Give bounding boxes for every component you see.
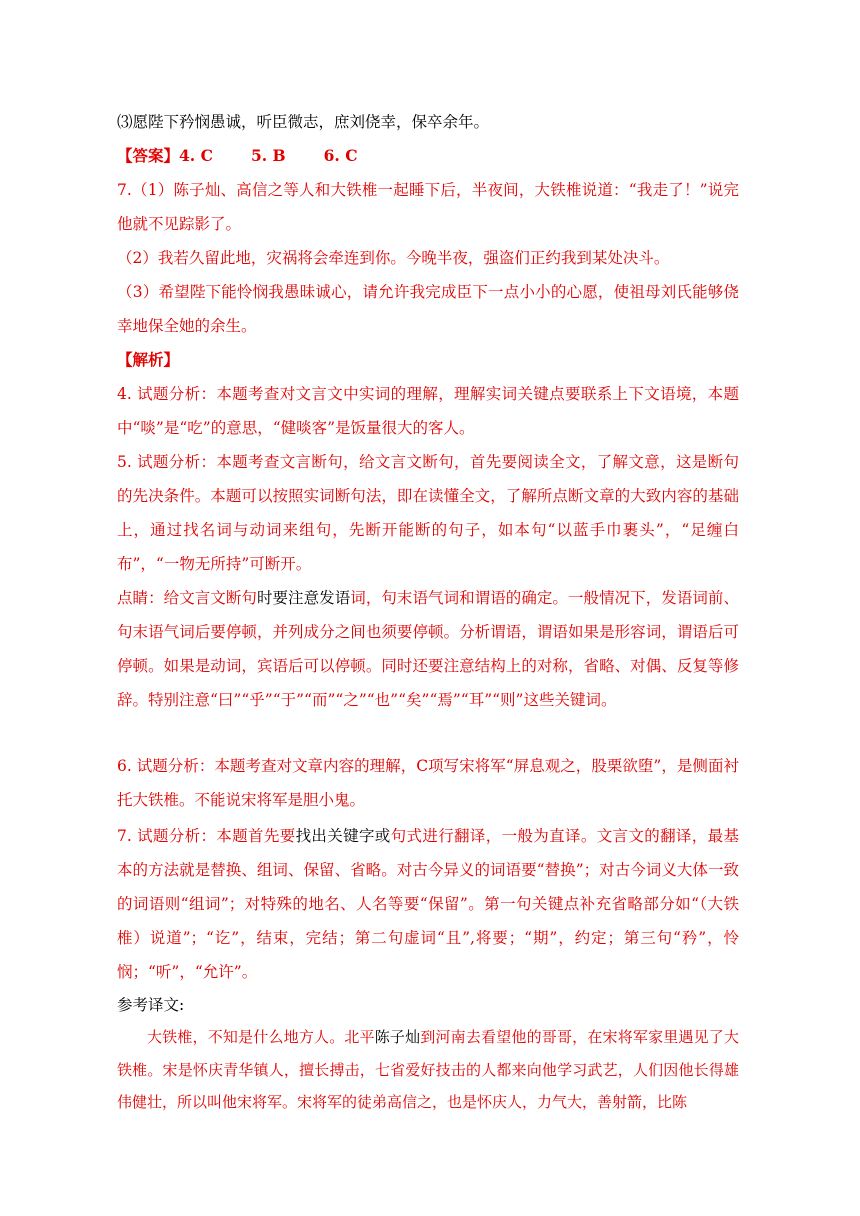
tip-prefix: 点睛：给文言文断句 xyxy=(117,589,257,607)
reference-translation-label: 参考译文: xyxy=(117,996,185,1014)
analysis-7-rest: 句式进行翻译，一般为直译。文言文的翻译，最基本的方法就是替换、组词、保留、省略。对古今异义的词语要“替换”；对古今词义大体一致的词语则“组词”；对特殊的地名、人名等要“保留”。第一句关键点补充省略部分如“（大铁椎）说道”；“讫”，结束，完结；第二句虚词“且”,将要；“期”，约定；第三句“矜”，怜悯；“听”，“允许”。 xyxy=(117,827,739,981)
answer-label: 【答案】 xyxy=(117,146,180,165)
analysis-7-start: 7. 试题分析：本题首先要 xyxy=(117,827,296,845)
answer-7-part-1: 7.（1）陈子灿、高信之等人和大铁椎一起睡下后，半夜间，大铁椎说道：“我走了！”说完他就不见踪影了。 xyxy=(117,181,739,233)
analysis-label: 【解析】 xyxy=(117,350,180,369)
analysis-5: 5. 试题分析：本题考查文言断句，给文言文断句，首先要阅读全文，了解文意，这是断句的先决条件。本题可以按照实词断句法，即在读懂全文，了解所点断文章的大致内容的基础上，通过找名词与动词来组句，先断开能断的句子，如本句“以蓝手巾裹头”，“足缠白布”，“一物无所持”可断开。 xyxy=(117,453,739,573)
translation-name: 陈子灿 xyxy=(374,1028,421,1046)
translation-part-3: 去看望他的哥哥，在宋将军家里遇见了大铁椎。宋是怀庆青华镇人，擅长搏击，七省爱好技击的人都来向他学习武艺，人们因他长得雄伟健壮，所以叫他宋将军。宋将军的徒弟高信之，也是怀庆人，力气大，善射箭，比陈 xyxy=(117,1028,739,1111)
analysis-7-mid: 找出关键字或 xyxy=(295,827,391,845)
tip-rest: 词，句末语气词和谓语的确定。一般情况下，发语词前、句末语气词后要停顿，并列成分之间也须要停顿。分析谓语，谓语如果是形容词，谓语后可停顿。如果是动词，宾语后可以停顿。同时还要注意结构上的对称，省略、对偶、反复等修辞。特别注意“曰”“乎”“于”“而”“之”“也”“矣”“焉”“耳”“则”这些关键词。 xyxy=(117,589,739,709)
translation-paragraph xyxy=(117,1021,739,1119)
translation-part-1: 大铁椎，不知是什么地方人。北平 xyxy=(147,1028,375,1046)
tip-mid: 时要注意发语 xyxy=(256,589,351,607)
translation-part-2: 到河南 xyxy=(420,1028,466,1046)
answer-4: 4. C xyxy=(179,146,213,165)
answer-6: 6. C xyxy=(323,146,358,165)
tip-paragraph xyxy=(117,581,739,717)
answer-7-part-2: （2）我若久留此地，灾祸将会牵连到你。今晚半夜，强盗们正约我到某处决斗。 xyxy=(117,249,670,267)
analysis-6: 6. 试题分析：本题考查对文章内容的理解，C项写宋将军“屏息观之，股栗欲堕”，是侧面衬托大铁椎。不能说宋将军是胆小鬼。 xyxy=(117,757,739,809)
analysis-4: 4. 试题分析：本题考查对文言文中实词的理解，理解实词关键点要联系上下文语境，本题中“啖”是“吃”的意思，“健啖客”是饭量很大的客人。 xyxy=(117,385,739,437)
analysis-7 xyxy=(117,819,739,989)
answer-7-part-3: （3）希望陛下能怜悯我愚昧诚心，请允许我完成臣下一点小小的心愿，使祖母刘氏能够侥幸地保全她的余生。 xyxy=(117,283,739,335)
answer-5: 5. B xyxy=(250,146,286,165)
question-3-line: ⑶愿陛下矜悯愚诚，听臣微志，庶刘侥幸，保卒余年。 xyxy=(117,113,490,131)
answer-line xyxy=(117,139,739,173)
